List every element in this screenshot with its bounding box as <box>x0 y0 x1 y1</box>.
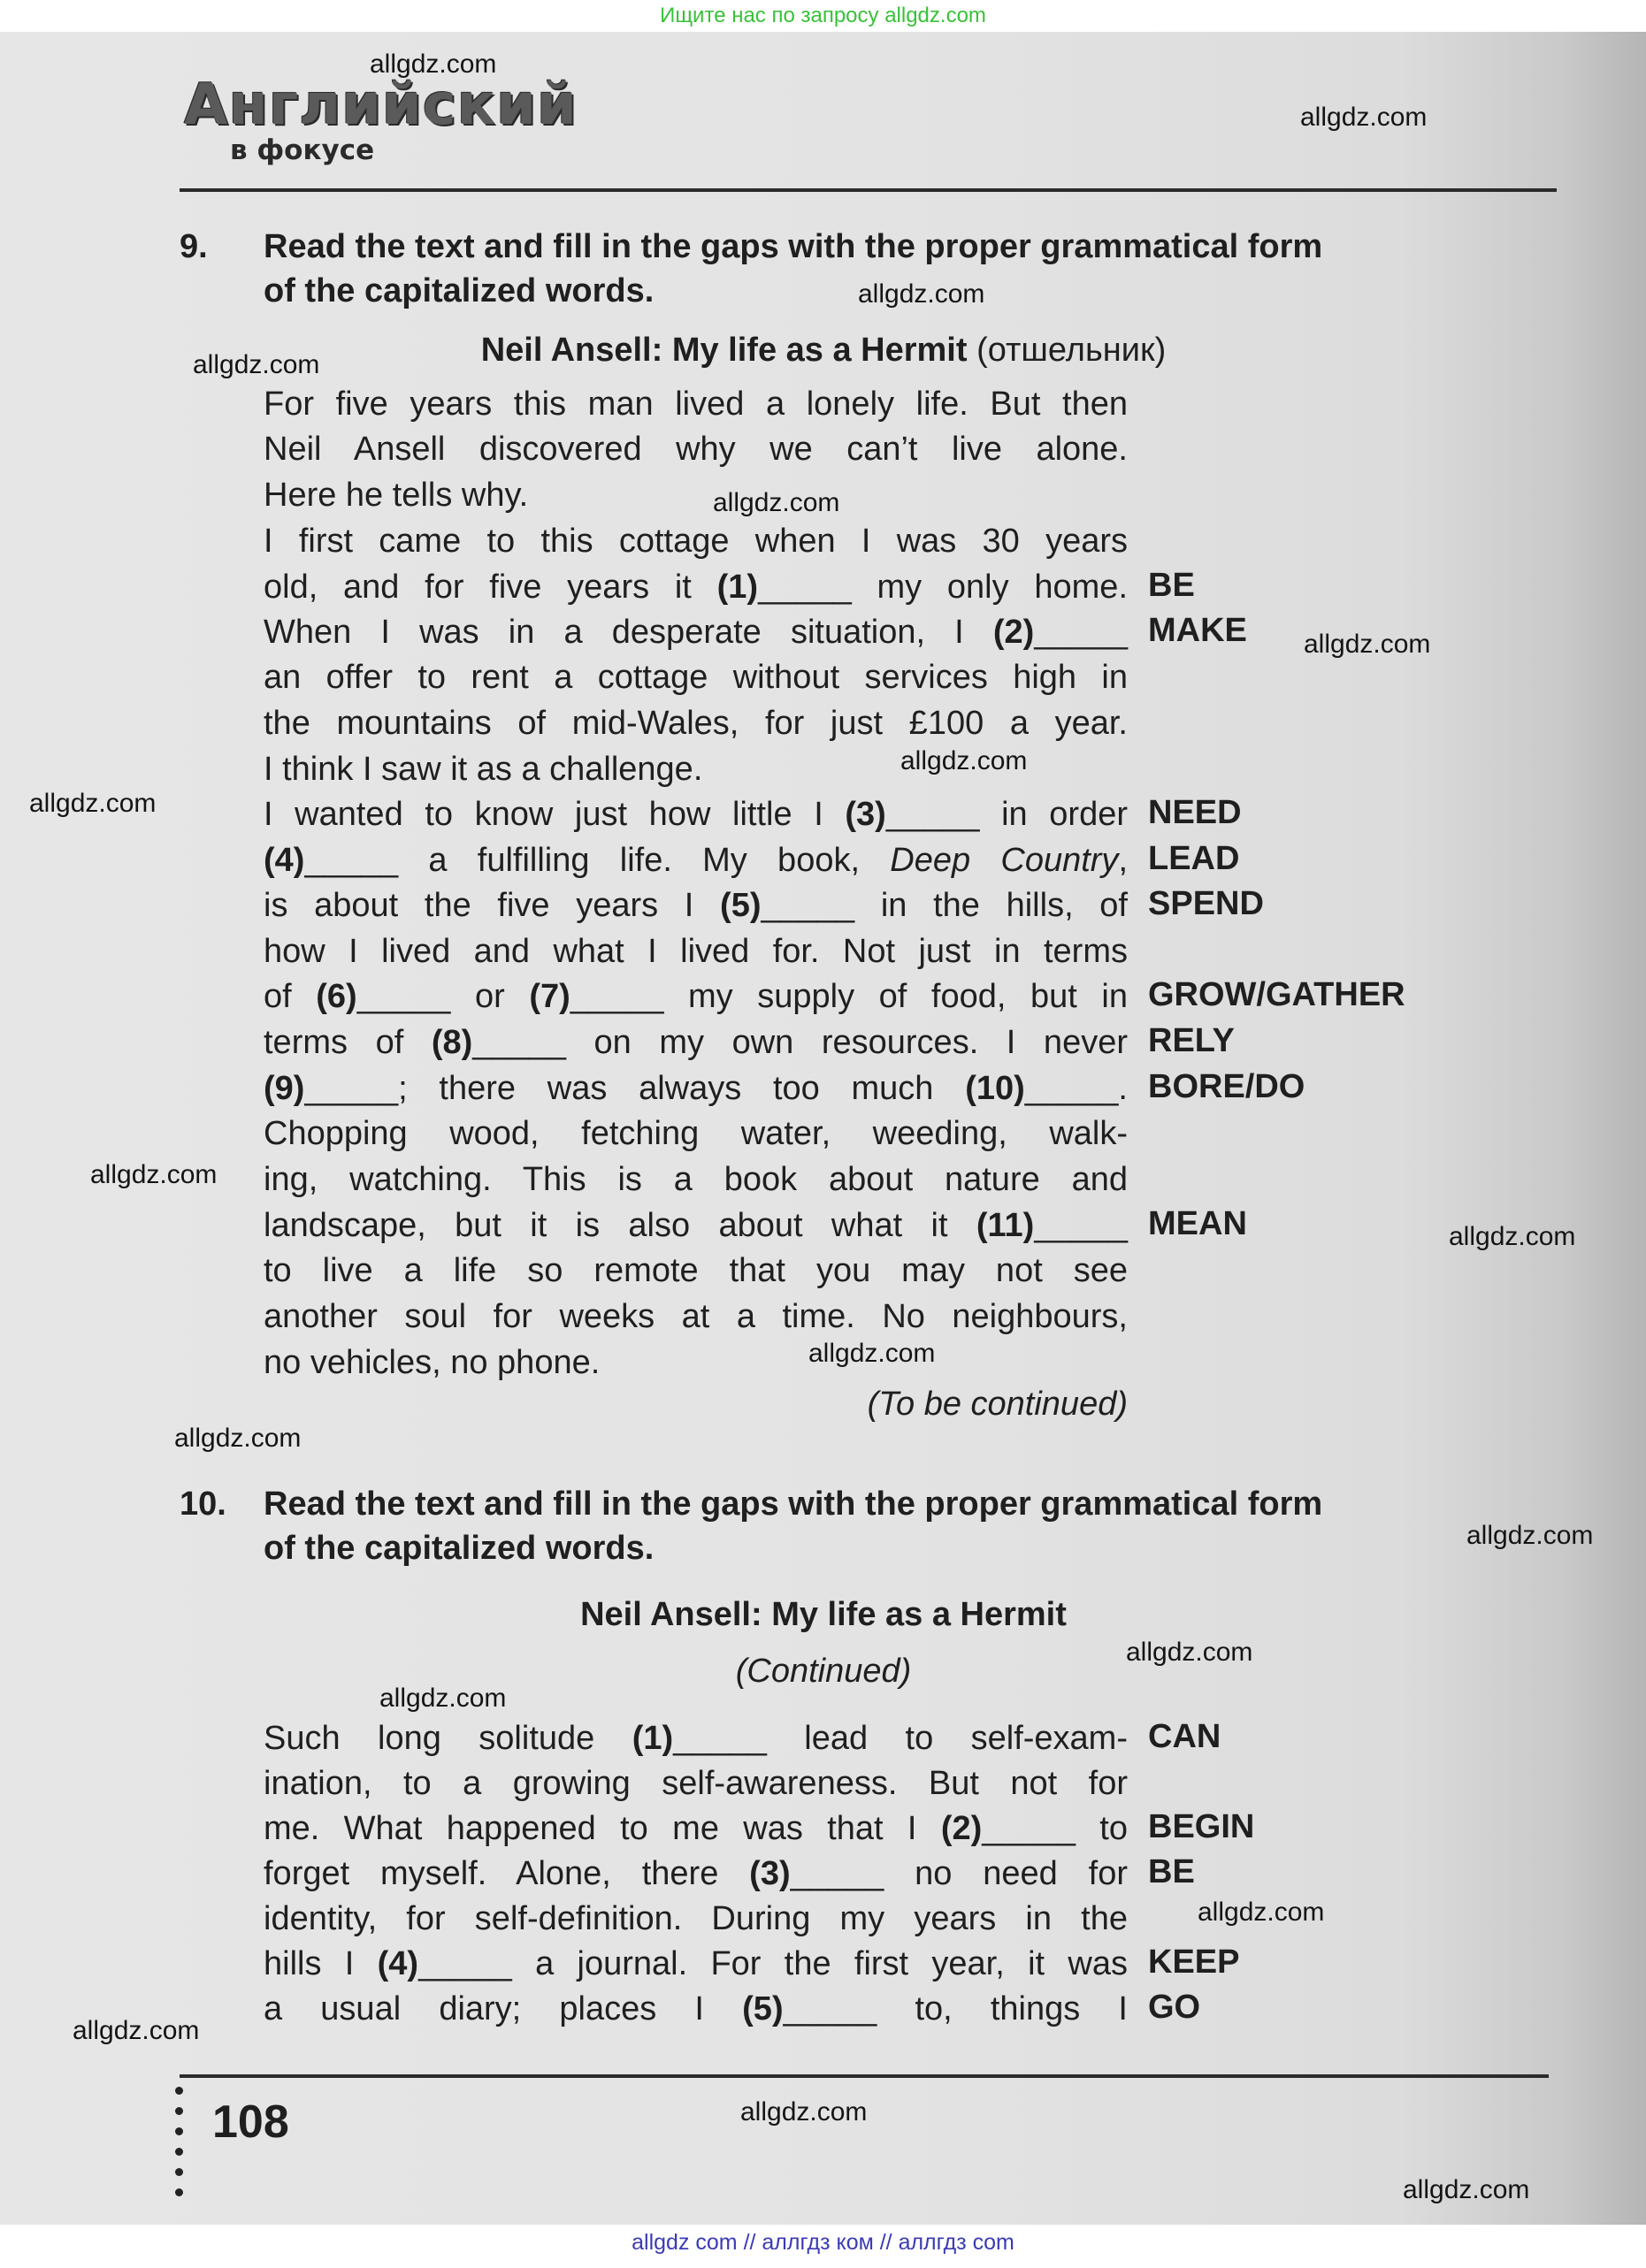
text-line: another soul for weeks at a time. No neighbours, <box>264 1298 1128 1335</box>
footer-watermark: allgdz com // аллгдз ком // аллгдз com <box>632 2230 1014 2255</box>
task-10-instruction-line: of the capitalized words. <box>264 1530 655 1567</box>
capitalized-word: KEEP <box>1148 1943 1240 1981</box>
watermark: allgdz.com <box>193 350 320 379</box>
text-line: For five years this man lived a lonely life. But then <box>264 386 1128 423</box>
text-line: Neil Ansell discovered why we can’t live alone. <box>264 431 1128 468</box>
text-line: I wanted to know just how little I (3)_____ in order <box>264 796 1128 833</box>
dot <box>175 2148 183 2156</box>
top-search-banner: Ищите нас по запросу allgdz.com <box>660 4 986 27</box>
watermark: allgdz.com <box>1449 1222 1576 1251</box>
text-line: I think I saw it as a challenge. <box>264 751 703 788</box>
header-rule <box>180 188 1557 192</box>
capitalized-word: MEAN <box>1148 1205 1247 1242</box>
watermark: allgdz.com <box>740 2097 868 2127</box>
capitalized-word: BE <box>1148 567 1195 604</box>
text-line: of (6)_____ or (7)_____ my supply of food, but in <box>264 978 1128 1015</box>
text-line: terms of (8)_____ on my own resources. I never <box>264 1024 1128 1061</box>
watermark: allgdz.com <box>1304 630 1431 659</box>
watermark: allgdz.com <box>900 746 1028 775</box>
task-10-title-bold: Neil Ansell: My life as a Hermit <box>580 1596 1067 1633</box>
capitalized-word: RELY <box>1148 1022 1235 1059</box>
text-line: Such long solitude (1)_____ lead to self-exam- <box>264 1720 1128 1757</box>
task-9-instruction-line: Read the text and fill in the gaps with the proper grammatical form <box>264 228 1323 265</box>
text-line: me. What happened to me was that I (2)_____ to <box>264 1810 1128 1847</box>
capitalized-word: LEAD <box>1148 840 1240 877</box>
text-line: landscape, but it is also about what it (11)_____ <box>264 1207 1128 1244</box>
page-dots-decoration <box>175 2087 184 2209</box>
capitalized-word: MAKE <box>1148 612 1247 649</box>
watermark: allgdz.com <box>1126 1638 1253 1667</box>
task-10-title <box>262 1596 1385 1634</box>
text-line: hills I (4)_____ a journal. For the first year, it was <box>264 1945 1128 1982</box>
capitalized-word: SPEND <box>1148 885 1264 922</box>
capitalized-word: GO <box>1148 1989 1201 2026</box>
text-line: the mountains of mid-Wales, for just £100 a year. <box>264 705 1128 742</box>
watermark: allgdz.com <box>379 1684 507 1713</box>
watermark: allgdz.com <box>1300 103 1428 132</box>
watermark: allgdz.com <box>73 2016 200 2045</box>
watermark: allgdz.com <box>1198 1898 1325 1927</box>
dot <box>175 2188 183 2196</box>
capitalized-word: BE <box>1148 1853 1195 1890</box>
task-10-subtitle: (Continued) <box>735 1653 912 1690</box>
text-line: I first came to this cottage when I was 30 years <box>264 523 1128 560</box>
task-10-number: 10. <box>180 1485 226 1523</box>
text-line: old, and for five years it (1)_____ my only home. <box>264 569 1128 606</box>
page-number: 108 <box>212 2096 289 2148</box>
watermark: allgdz.com <box>174 1424 302 1453</box>
dot <box>175 2168 183 2176</box>
text-line: no vehicles, no phone. <box>264 1344 601 1381</box>
task-10-instruction-line: Read the text and fill in the gaps with the proper grammatical form <box>264 1485 1323 1523</box>
textbook-logo: Английский <box>184 73 578 138</box>
text-line: (4)_____ a fulfilling life. My book, Deep Country, <box>264 842 1128 879</box>
text-line: ination, to a growing self-awareness. But not for <box>264 1765 1128 1802</box>
task-9-instruction-line: of the capitalized words. <box>264 272 655 309</box>
text-line: ing, watching. This is a book about nature and <box>264 1161 1128 1198</box>
watermark: allgdz.com <box>808 1339 936 1368</box>
task-9-number: 9. <box>180 228 208 265</box>
capitalized-word: BEGIN <box>1148 1808 1255 1845</box>
text-line: Here he tells why. <box>264 477 529 514</box>
watermark: allgdz.com <box>1466 1521 1594 1550</box>
watermark: allgdz.com <box>1403 2175 1530 2204</box>
capitalized-word: BORE/DO <box>1148 1068 1305 1105</box>
task-9-title <box>262 332 1385 370</box>
text-line: forget myself. Alone, there (3)_____ no need for <box>264 1855 1128 1892</box>
task-9-title-bold: Neil Ansell: My life as a Hermit <box>480 332 968 369</box>
textbook-logo-subtitle: в фокусе <box>230 134 375 166</box>
to-be-continued: (To be continued) <box>867 1386 1128 1423</box>
watermark: allgdz.com <box>370 50 497 79</box>
task-9-title-translation: (отшельник) <box>967 332 1167 369</box>
text-line: to live a life so remote that you may not see <box>264 1252 1128 1289</box>
watermark: allgdz.com <box>90 1160 218 1189</box>
watermark: allgdz.com <box>713 488 840 517</box>
text-line: how I lived and what I lived for. Not just in terms <box>264 933 1128 970</box>
dot <box>175 2127 183 2135</box>
dot <box>175 2107 183 2115</box>
text-line: identity, for self-definition. During my years in the <box>264 1900 1128 1937</box>
capitalized-word: GROW/GATHER <box>1148 976 1405 1013</box>
capitalized-word: NEED <box>1148 794 1242 831</box>
text-line: Chopping wood, fetching water, weeding, walk- <box>264 1115 1128 1152</box>
watermark: allgdz.com <box>858 279 985 309</box>
text-line: (9)_____; there was always too much (10)_____. <box>264 1070 1128 1107</box>
watermark: allgdz.com <box>29 789 157 818</box>
text-line: When I was in a desperate situation, I (2)_____ <box>264 614 1128 651</box>
footer-rule <box>180 2074 1549 2078</box>
text-line: is about the five years I (5)_____ in the hills, of <box>264 887 1128 924</box>
capitalized-word: CAN <box>1148 1718 1221 1755</box>
text-line: an offer to rent a cottage without services high in <box>264 659 1128 696</box>
dot <box>175 2087 183 2095</box>
task-10-instruction <box>264 1482 1564 1570</box>
text-line: a usual diary; places I (5)_____ to, things I <box>264 1990 1128 2027</box>
